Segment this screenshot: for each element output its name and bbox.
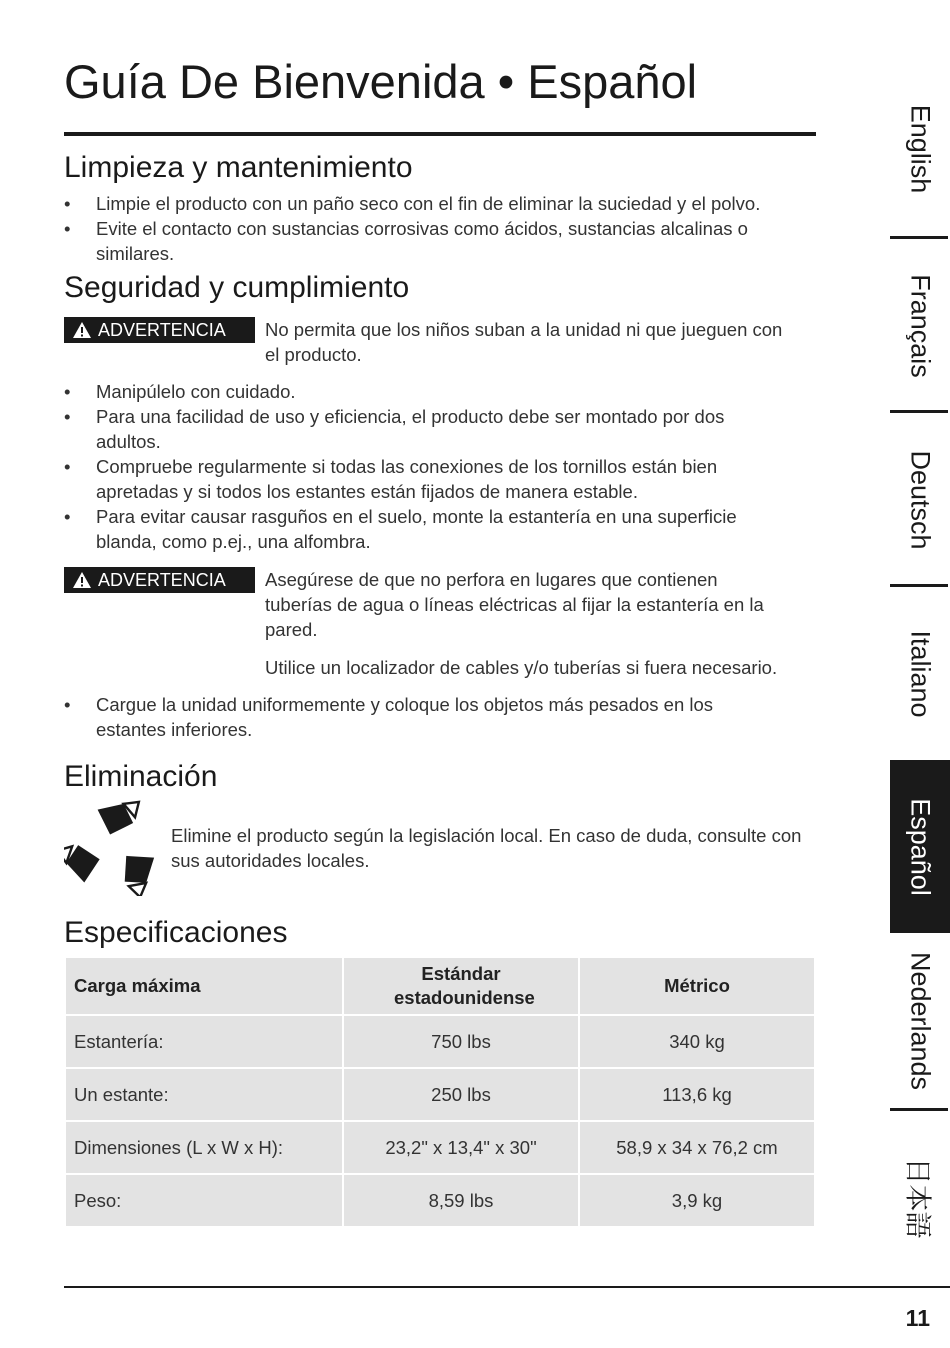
tab-label: Français [905,273,936,378]
table-cell: 750 lbs [344,1016,578,1067]
list-item: • Para una facilidad de uso y eficiencia, el producto debe ser montado por dos adultos. [64,404,816,454]
warning-text: Asegúrese de que no perfora en lugares que contienen tuberías de agua o líneas eléctricas al fijar la estantería en la pared. [265,569,764,640]
disposal-text: Elimine el producto según la legislación local. En caso de duda, consulte con sus autoridades locales. [171,825,802,871]
cleaning-heading: Limpieza y mantenimiento [64,151,413,184]
table-cell: Un estante: [66,1069,342,1120]
tab-japanese[interactable] [890,1111,950,1284]
safety-heading: Seguridad y cumplimiento [64,271,410,304]
title-divider [64,132,816,136]
tab-label: English [905,104,936,193]
tab-francais[interactable] [890,239,950,412]
language-tabs [890,62,950,1248]
tab-espanol[interactable] [890,760,950,933]
tab-nederlands[interactable] [890,934,950,1107]
table-cell: 3,9 kg [580,1175,814,1226]
table-header-row [66,958,814,1014]
list-item: • Compruebe regularmente si todas las conexiones de los tornillos están bien apretadas y si todos los estantes están fijados de manera estable. [64,454,816,504]
tab-label: Nederlands [905,951,936,1090]
specs-table [64,956,816,1228]
warning-label: ADVERTENCIA [98,320,226,340]
list-item: • Limpie el producto con un paño seco con el fin de eliminar la suciedad y el polvo. [64,191,816,216]
warning-badge [64,567,255,593]
list-item: • Manipúlelo con cuidado. [64,379,816,404]
table-row [66,1016,814,1067]
table-cell: 250 lbs [344,1069,578,1120]
warning-badge [64,317,255,343]
table-header-label: Estándar estadounidense [394,963,535,1008]
tab-label: Italiano [905,629,936,718]
safety-list [64,379,816,554]
table-cell: 8,59 lbs [344,1175,578,1226]
table-row [66,1069,814,1120]
list-item: • Cargue la unidad uniformemente y coloque los objetos más pesados en los estantes inferiores. [64,692,816,742]
table-cell: Peso: [66,1175,342,1226]
cleaning-list [64,191,816,266]
warning-text: No permita que los niños suban a la unidad ni que jueguen con el producto. [265,319,783,365]
warning-text: Utilice un localizador de cables y/o tuberías si fuera necesario. [265,657,778,678]
table-cell: 340 kg [580,1016,814,1067]
disposal-heading: Eliminación [64,760,218,793]
table-cell: 113,6 kg [580,1069,814,1120]
specs-heading: Especificaciones [64,916,288,949]
list-item: • Para evitar causar rasguños en el suelo, monte la estantería en una superficie blanda, como p.ej., una alfombra. [64,504,816,554]
tab-label: 日本語 [902,1157,933,1238]
table-header-cell [344,958,578,1014]
table-cell: Estantería: [66,1016,342,1067]
warning-label: ADVERTENCIA [98,570,226,590]
table-header-cell: Carga máxima [66,958,342,1014]
tab-english[interactable] [890,62,950,235]
table-header-cell: Métrico [580,958,814,1014]
table-cell: 58,9 x 34 x 76,2 cm [580,1122,814,1173]
warning-triangle-icon [72,321,92,339]
table-cell: Dimensiones (L x W x H): [66,1122,342,1173]
table-row [66,1175,814,1226]
list-item: • Evite el contacto con sustancias corrosivas como ácidos, sustancias alcalinas o similares. [64,216,816,266]
page-title: Guía De Bienvenida • Español [64,55,698,108]
page-number: 11 [905,1305,930,1331]
table-cell: 23,2" x 13,4" x 30" [344,1122,578,1173]
table-row [66,1122,814,1173]
safety-list-2 [64,692,816,742]
tab-italiano[interactable] [890,587,950,760]
warning-triangle-icon [72,571,92,589]
recycle-icon [64,800,160,896]
tab-deutsch[interactable] [890,413,950,586]
tab-label: Deutsch [905,449,936,550]
footer-divider [64,1286,950,1288]
tab-label: Español [905,797,936,896]
